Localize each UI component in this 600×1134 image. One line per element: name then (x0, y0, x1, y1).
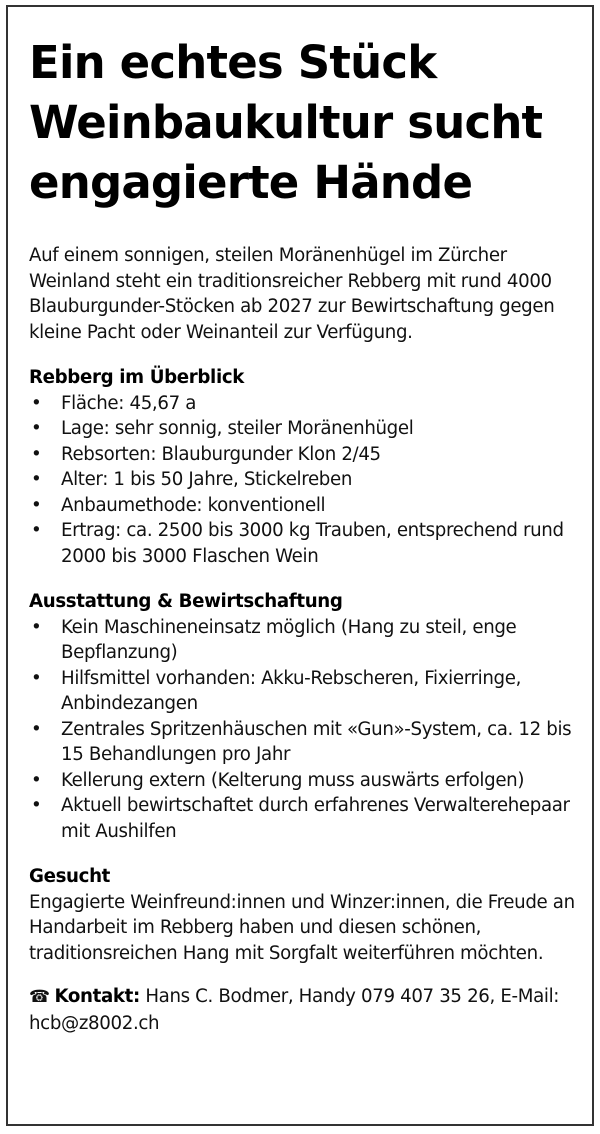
list-item: • Aktuell bewirtschaftet durch erfahrenes Verwalterehepaar mit Aushilfen (31, 795, 570, 842)
bullet-icon: • (31, 667, 42, 689)
list-item: • Anbaumethode: konventionell (29, 493, 579, 519)
list-item: • Kein Maschineneinsatz möglich (Hang zu steil, enge Bepflanzung) (31, 616, 517, 663)
section-wanted (29, 864, 579, 966)
list-item: • Hilfsmittel vorhanden: Akku-Rebscheren, Fixierringe, Anbindezangen (31, 667, 522, 714)
list-item: • Fläche: 45,67 a (29, 391, 579, 417)
list-item: • Alter: 1 bis 50 Jahre, Stickelreben (29, 467, 579, 493)
title-line: Ein echtes Stück (29, 36, 437, 89)
list-item: • Lage: sehr sonnig, steiler Moränenhügel (29, 416, 579, 442)
bullet-icon: • (31, 520, 42, 541)
equipment-list (29, 615, 579, 845)
contact-block (29, 984, 579, 1036)
bullet-icon: • (31, 769, 42, 791)
section-heading: Rebberg im Überblick (29, 367, 245, 388)
lead-paragraph: Auf einem sonnigen, steilen Moränenhügel im Zürcher Weinland steht ein traditionsreicher Rebberg mit rund 4000 Blauburgunder-Stöcken ab 2027 zur Bewirtschaftung gegen kleine Pacht oder Weinanteil zur Verfügung. (29, 245, 555, 343)
bullet-icon: • (31, 494, 42, 516)
phone-icon: ☎ (29, 987, 50, 1007)
wanted-text: Engagierte Weinfreund:innen und Winzer:innen, die Freude an Handarbeit im Rebberg haben und diesen schönen, traditionsreichen Hang mit Sorgfalt weiterführen möchten. (29, 891, 575, 964)
section-heading: Ausstattung & Bewirtschaftung (29, 591, 343, 612)
section-overview (29, 365, 579, 569)
contact-text: Hans C. Bodmer, Handy 079 407 35 26, E-Mail: hcb@z8002.ch (29, 986, 560, 1034)
bullet-icon: • (31, 616, 42, 638)
bullet-icon: • (31, 718, 42, 740)
bullet-icon: • (31, 443, 42, 465)
title-line: Weinbaukultur sucht (29, 96, 543, 149)
page-title (29, 33, 579, 213)
bullet-icon: • (31, 418, 42, 439)
contact-label: Kontakt: (54, 986, 140, 1007)
overview-list (29, 391, 579, 570)
bullet-icon: • (31, 795, 42, 816)
ad-content (29, 33, 579, 1036)
bullet-icon: • (31, 392, 42, 414)
section-heading: Gesucht (29, 866, 111, 887)
list-item: • Rebsorten: Blauburgunder Klon 2/45 (29, 442, 579, 468)
list-item: • Ertrag: ca. 2500 bis 3000 kg Trauben, entsprechend rund 2000 bis 3000 Flaschen Wein (31, 520, 564, 567)
ad-frame (6, 5, 594, 1126)
list-item: • Kellerung extern (Kelterung muss auswärts erfolgen) (29, 768, 579, 794)
section-equipment (29, 589, 579, 844)
list-item: • Zentrales Spritzenhäuschen mit «Gun»-System, ca. 12 bis 15 Behandlungen pro Jahr (31, 718, 572, 765)
bullet-icon: • (31, 469, 42, 490)
title-line: engagierte Hände (29, 156, 473, 209)
